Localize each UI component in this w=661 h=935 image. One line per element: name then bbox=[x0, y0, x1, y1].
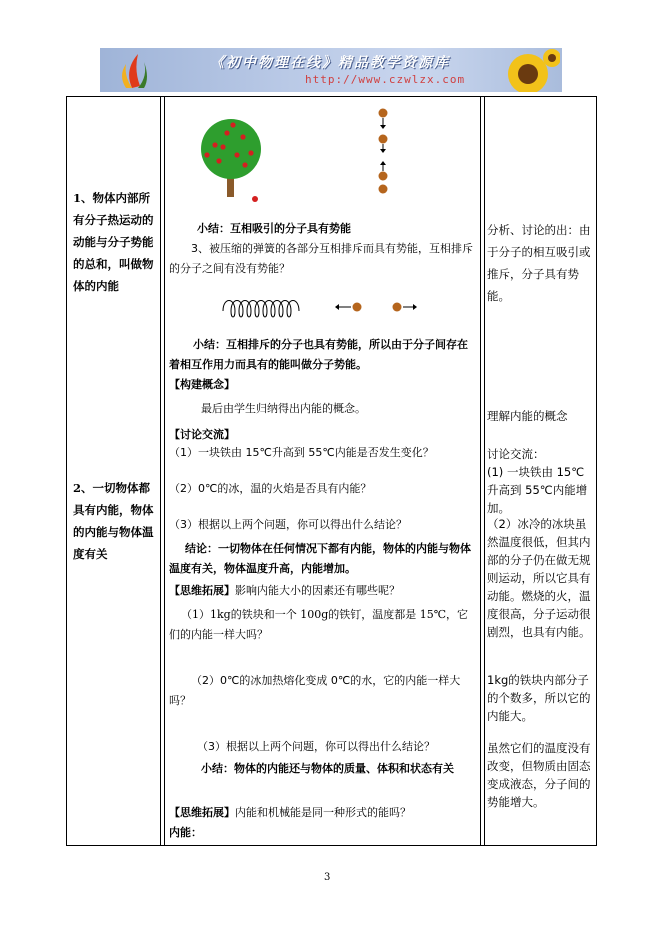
state-note: 虽然它们的温度没有改变，但物质由固态变成液态，分子间的势能增大。 bbox=[487, 741, 591, 809]
banner-title: 《初中物理在线》精品教学资源库 bbox=[210, 55, 450, 71]
expand-q3: （3）根据以上两个问题，你可以得出什么结论？ bbox=[197, 740, 435, 753]
lesson-table bbox=[66, 96, 597, 846]
discuss-q3: （3）根据以上两个问题，你可以得出什么结论？ bbox=[169, 518, 407, 531]
question-3: 3、被压缩的弹簧的各部分互相排斥而具有势能，互相排斥的分子之间有没有势能？ bbox=[169, 242, 473, 275]
attracting-molecules-illustration bbox=[373, 107, 393, 197]
apple-tree-illustration bbox=[193, 115, 273, 205]
discuss-note-1: (1) 一块铁由 15℃升高到 55℃内能增加。 bbox=[487, 465, 588, 515]
understand-note: 理解内能的概念 bbox=[487, 409, 568, 423]
concept-2: 2、一切物体都具有内能，物体的内能与物体温度有关 bbox=[73, 481, 154, 561]
header-banner bbox=[100, 48, 562, 92]
discuss-q2: （2）0℃的冰，温的火焰是否具有内能？ bbox=[169, 482, 372, 495]
conclusion: 结论：一切物体在任何情况下都有内能，物体的内能与物体温度有关，物体温度升高，内能增加。 bbox=[169, 542, 471, 575]
expand-1-heading: 【思维拓展】 bbox=[169, 584, 235, 597]
discuss-note-heading: 讨论交流： bbox=[487, 447, 545, 461]
analysis-note: 分析、讨论的出：由于分子的相互吸引或推斥，分子具有势能。 bbox=[487, 223, 591, 303]
expand-2-heading: 【思维拓展】 bbox=[169, 806, 235, 819]
expand-2 bbox=[169, 803, 477, 823]
expand-q2: （2）0℃的冰加热熔化变成 0℃的水，它的内能一样大吗？ bbox=[169, 674, 461, 707]
iron-note: 1kg的铁块内部分子的个数多，所以它的内能大。 bbox=[487, 673, 591, 723]
expand-1-text: 影响内能大小的因素还有哪些呢？ bbox=[235, 584, 400, 597]
summary-3: 小结：物体的内能还与物体的质量、体积和状态有关 bbox=[201, 762, 454, 775]
discuss-note-2: （2）冰冷的冰块虽然温度很低，但其内部的分子仍在做无规则运动，所以它具有动能。燃烧的火，温度很高，分子运动很剧烈，也具有内能。 bbox=[487, 517, 591, 639]
expand-1 bbox=[169, 581, 477, 601]
expand-2-text: 内能和机械能是同一种形式的能吗？ bbox=[235, 806, 411, 819]
logo-icon bbox=[104, 50, 164, 90]
sunflower-icon bbox=[480, 48, 560, 92]
banner-url: http://www.czwlzx.com bbox=[305, 73, 466, 86]
build-concept-heading: 【构建概念】 bbox=[169, 378, 235, 391]
concept-1: 1、物体内部所有分子热运动的动能与分子势能的总和，叫做物体的内能 bbox=[73, 191, 154, 293]
discuss-q1: （1）一块铁由 15℃升高到 55℃内能是否发生变化？ bbox=[169, 446, 434, 459]
spring-illustration bbox=[221, 293, 451, 323]
expand-q1: （1）1kg的铁块和一个 100g的铁钉，温度都是 15℃，它们的内能一样大吗？ bbox=[169, 608, 469, 641]
summary-2: 小结：互相排斥的分子也具有势能，所以由于分子间存在着相互作用力而具有的能叫做分子势能。 bbox=[169, 338, 468, 371]
summary-1: 小结：互相吸引的分子具有势能 bbox=[197, 222, 351, 235]
neineng-label: 内能： bbox=[169, 826, 202, 839]
page-number: 3 bbox=[324, 872, 331, 883]
build-concept-text: 最后由学生归纳得出内能的概念。 bbox=[201, 402, 366, 415]
discuss-heading: 【讨论交流】 bbox=[169, 428, 235, 441]
